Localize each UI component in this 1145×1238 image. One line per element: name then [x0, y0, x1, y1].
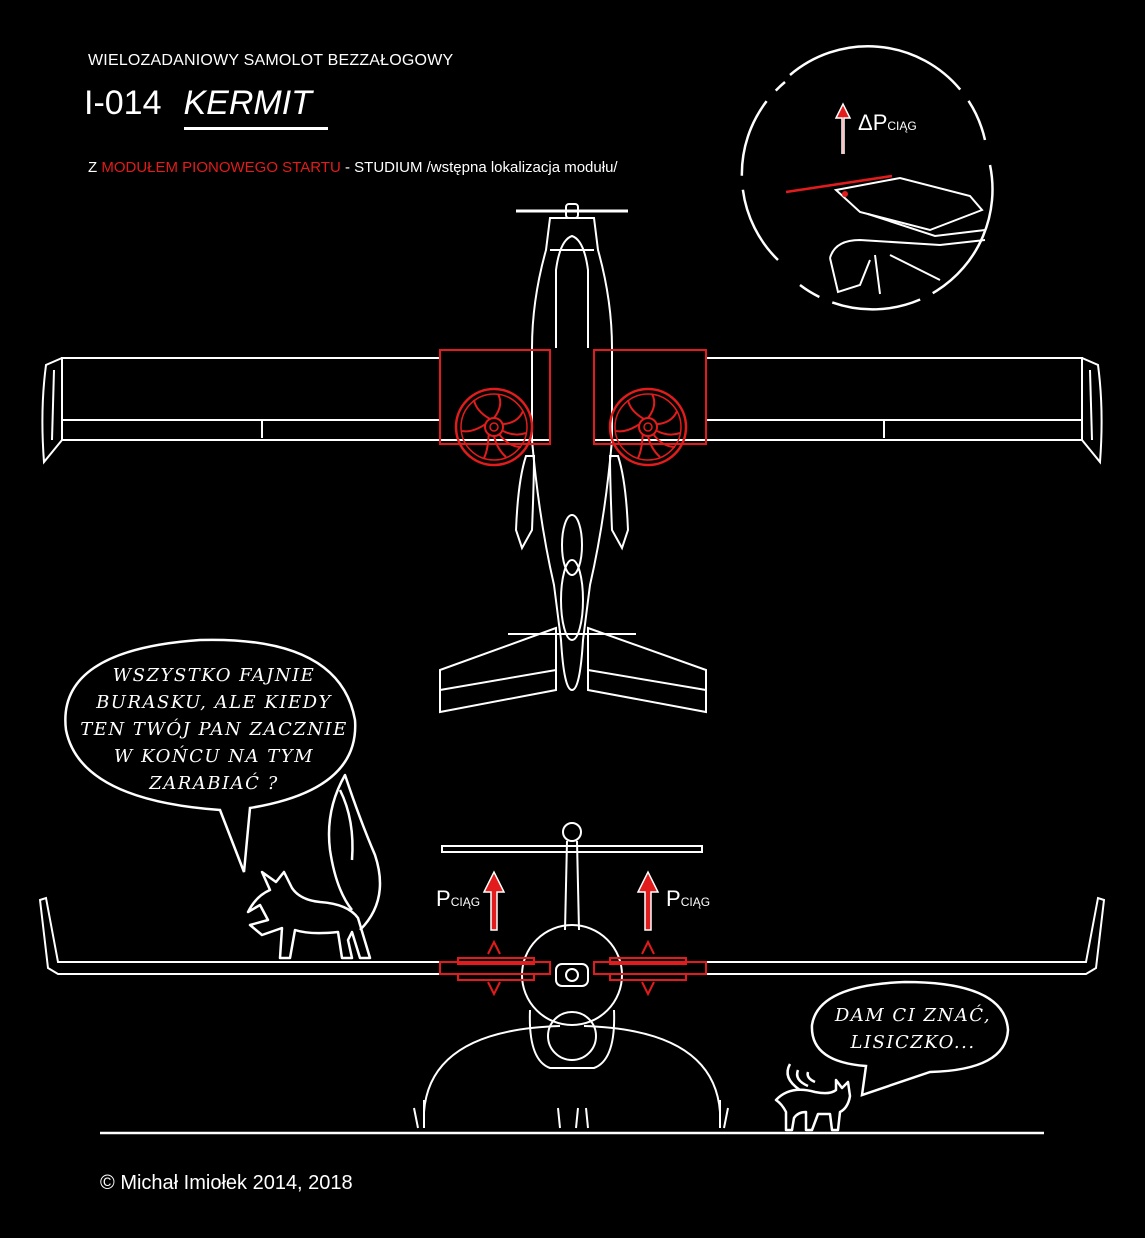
thrust-subscript-left: CIĄG — [450, 895, 481, 909]
module-highlight: MODUŁEM PIONOWEGO STARTU — [101, 159, 341, 176]
thrust-label-left — [436, 886, 480, 912]
drawing-subtitle: WIELOZADANIOWY SAMOLOT BEZZAŁOGOWY — [88, 52, 454, 69]
module-prefix: Z — [88, 159, 98, 176]
vtol-modules-top — [440, 350, 706, 465]
model-code: I-014 — [84, 84, 162, 122]
thrust-symbol-right: P — [666, 886, 681, 911]
copyright — [100, 1172, 353, 1195]
fox-dialogue: WSZYSTKO FAJNIE BURASKU, ALE KIEDY TEN TWÓJ PAN ZACZNIE W KOŃCU NA TYM ZARABIAĆ ? — [80, 665, 348, 794]
thrust-subscript-right: CIĄG — [680, 895, 711, 909]
thrust-symbol-left: P — [436, 886, 451, 911]
cat-dialogue: DAM CI ZNAĆ, LISICZKO... — [834, 1005, 992, 1053]
delta-thrust-subscript: CIĄG — [887, 119, 917, 133]
detail-view — [742, 46, 993, 309]
model-name: KERMIT — [183, 84, 312, 122]
front-view — [40, 823, 1104, 1133]
delta-thrust-symbol: ΔP — [858, 110, 888, 135]
copyright-icon: © — [100, 1172, 115, 1194]
thrust-label-right — [666, 886, 710, 912]
module-suffix: - STUDIUM /wstępna lokalizacja modułu/ — [344, 159, 618, 176]
delta-thrust-label — [858, 110, 917, 136]
cat-illustration — [776, 1064, 850, 1130]
thrust-arrows — [484, 872, 658, 930]
fox-illustration — [248, 775, 380, 958]
top-view — [42, 204, 1101, 712]
copyright-text: Michał Imiołek 2014, 2018 — [120, 1172, 353, 1194]
